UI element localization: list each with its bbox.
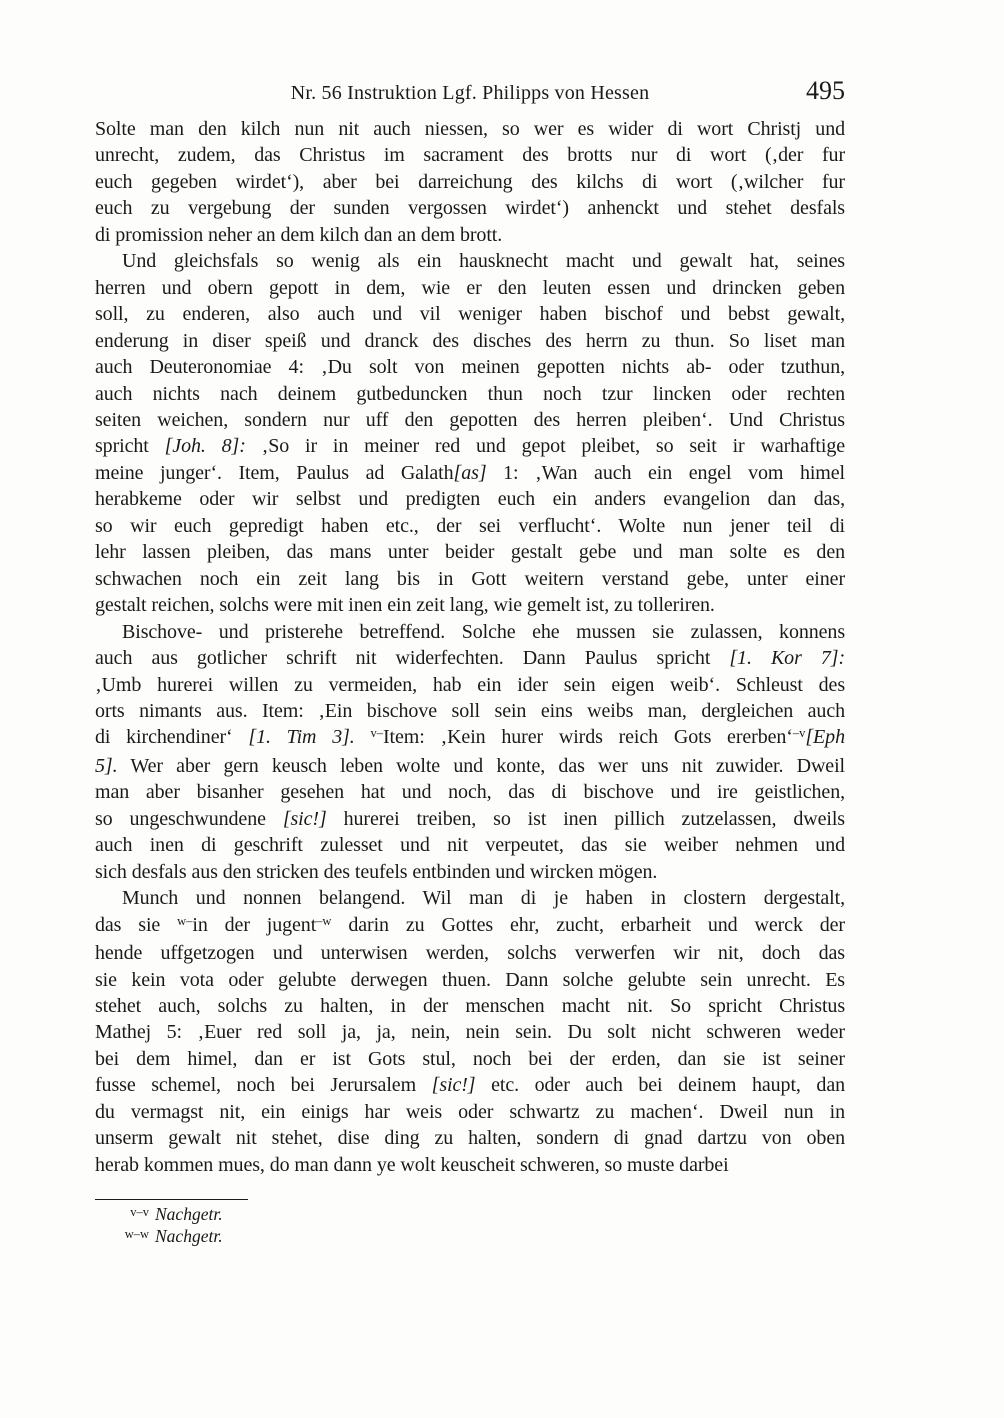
text-line (95, 698, 845, 724)
text-run: herabkeme oder wir selbst und predigten euch ein anders evangelion dan das, (95, 488, 845, 511)
running-header (95, 76, 845, 108)
text-line (95, 1152, 845, 1178)
annotation-marker: v– (370, 726, 383, 741)
text-line (95, 248, 845, 274)
text-line (95, 993, 845, 1019)
footnote (95, 1227, 845, 1249)
text-line (95, 859, 845, 885)
text-line (95, 116, 845, 142)
text-run: ‚Umb hurerei willen zu vermeiden, hab ein ider sein eigen weib‘. Schleust des (95, 673, 845, 696)
text-run: sie kein vota oder gelubte derwegen thuen. Dann solche gelubte sein unrecht. Es (95, 968, 845, 991)
text-run: Mathej 5: ‚Euer red soll ja, ja, nein, nein sein. Du solt nicht schweren weder (95, 1021, 845, 1044)
text-line (95, 169, 845, 195)
footnote (95, 1205, 845, 1227)
footnote-text: Nachgetr. (155, 1225, 223, 1246)
text-line (95, 460, 845, 486)
text-line (95, 328, 845, 354)
editorial-note: [1. Kor 7]: (729, 647, 845, 670)
text-line (95, 753, 845, 779)
text-line (95, 806, 845, 832)
text-line (95, 407, 845, 433)
text-run: 1: ‚Wan auch ein engel vom himel (486, 461, 845, 484)
text-line (95, 195, 845, 221)
text-run: man aber bisanher gesehen hat und noch, das di bischove und ire geistlichen, (95, 781, 845, 804)
text-line (95, 1099, 845, 1125)
text-run: Bischove- und pristerehe betreffend. Solche ehe mussen sie zulassen, konnens (122, 620, 845, 643)
text-line (95, 142, 845, 168)
text-line (95, 301, 845, 327)
text-line (95, 354, 845, 380)
text-line (95, 779, 845, 805)
text-run: orts nimants aus. Item: ‚Ein bischove soll sein eins weibs man, dergleichen auch (95, 699, 845, 722)
text-line (95, 1125, 845, 1151)
text-line (95, 672, 845, 698)
text-line (95, 486, 845, 512)
editorial-note: [1. Tim 3]. (248, 726, 355, 749)
text-line (95, 832, 845, 858)
text-line (95, 967, 845, 993)
text-run: hende uffgetzogen und unterwisen werden, solchs verwerfen wir nit, doch das (95, 942, 845, 965)
text-line (95, 1046, 845, 1072)
editorial-note: [sic!] (282, 807, 327, 830)
text-line (95, 539, 845, 565)
footnote-marker: v–v (130, 1205, 149, 1219)
editorial-note: [Eph (805, 726, 845, 749)
text-run: unrecht, zudem, das Christus im sacrament des brotts nur di wort (‚der fur (95, 144, 845, 167)
paragraph (95, 116, 845, 248)
text-run: auch nichts nach deinem gutbeduncken thun noch tzur lincken oder rechten (95, 382, 845, 405)
footnote-section (95, 1199, 845, 1248)
text-run: herab kommen mues, do man dann ye wolt keuscheit schweren, so muste darbei (95, 1153, 729, 1176)
text-run: di promission neher an dem kilch dan an dem brott. (95, 223, 503, 246)
text-run: ‚So ir in meiner red und gepot pleibet, so seit ir warhaftige (245, 435, 845, 458)
text-run: auch inen di geschrift zulesset und nit verpeutet, das sie weiber nehmen und (95, 834, 845, 857)
text-run: das sie (95, 913, 178, 936)
text-line (95, 1072, 845, 1098)
text-run: soll, zu enderen, also auch und vil weniger haben bischof und bebst gewalt, (95, 303, 845, 326)
text-run: gestalt reichen, solchs were mit inen ein zeit lang, wie gemelt ist, zu tolleriren. (95, 594, 715, 617)
editorial-note: [sic!] (431, 1074, 476, 1097)
text-line (95, 619, 845, 645)
paragraph (95, 885, 845, 1178)
text-line (95, 433, 845, 459)
text-run (355, 726, 371, 748)
text-line (95, 275, 845, 301)
text-run: so ungeschwundene (95, 807, 283, 830)
annotation-marker: w– (177, 913, 193, 928)
text-line (95, 724, 845, 752)
annotation-marker: –w (316, 913, 332, 928)
footnote-list (95, 1205, 845, 1248)
paragraph (95, 619, 845, 886)
text-line (95, 885, 845, 911)
text-run: seiten weichen, sondern nur uff den gepotten des herren pleiben‘. Und Christus (95, 408, 845, 431)
text-run: lehr lassen pleiben, das mans unter beider gestalt gebe und man solte es den (95, 541, 845, 564)
text-run: bei dem himel, dan er ist Gots stul, noch bei der erden, dan sie ist seiner (95, 1047, 845, 1070)
text-run: auch Deuteronomiae 4: ‚Du solt von meinen gepotten nichts ab- oder tzuthun, (95, 356, 845, 379)
text-line (95, 513, 845, 539)
running-header-title: Nr. 56 Instruktion Lgf. Philipps von Hessen (290, 82, 650, 104)
text-run: etc. oder auch bei deinem haupt, dan (475, 1074, 845, 1097)
text-run: euch gegeben wirdet‘), aber bei darreichung des kilchs di wort (‚wilcher fur (95, 170, 845, 193)
annotation-marker: –v (792, 726, 806, 741)
text-line (95, 222, 845, 248)
text-run: so wir euch gepredigt haben etc., der sei verflucht‘. Wolte nun jener teil di (95, 514, 845, 537)
text-run: du vermagst nit, ein einigs har weis oder schwartz zu machen‘. Dweil nun in (95, 1100, 845, 1123)
text-run: Solte man den kilch nun nit auch niessen, so wer es wider di wort Christj und (95, 118, 845, 140)
text-run: unserm gewalt nit stehet, dise ding zu halten, sondern di gnad dartzu von oben (95, 1127, 845, 1150)
footnote-marker: w–w (124, 1226, 149, 1241)
footnote-text: Nachgetr. (155, 1204, 223, 1224)
editorial-note: [as] (453, 461, 487, 484)
text-line (95, 381, 845, 407)
page-number: 495 (806, 76, 845, 105)
text-run: herren und obern gepott in dem, wie er den leuten essen und drincken geben (95, 276, 845, 299)
text-run: sich desfals aus den stricken des teufels entbinden und wircken mögen. (95, 860, 658, 883)
text-run: Munch und nonnen belangend. Wil man di je haben in clostern dergestalt, (122, 887, 845, 910)
text-line (95, 592, 845, 618)
text-line (95, 912, 845, 940)
text-run: di kirchendiner‘ (95, 726, 249, 749)
text-line (95, 1019, 845, 1045)
footnote-rule (95, 1199, 248, 1200)
text-run: fusse schemel, noch bei Jerursalem (95, 1074, 432, 1097)
text-run: darin zu Gottes ehr, zucht, erbarheit und werck der (331, 913, 845, 936)
text-run: schwachen noch ein zeit lang bis in Gott weitern verstand gebe, unter einer (95, 567, 845, 590)
text-run: meine junger‘. Item, Paulus ad Galath (95, 461, 454, 484)
editorial-note: [Joh. 8]: (164, 435, 246, 458)
text-run: auch aus gotlicher schrift nit widerfechten. Dann Paulus spricht (95, 647, 730, 670)
paragraph (95, 248, 845, 618)
text-run: enderung in diser speiß und dranck des disches des herrn zu thun. So liset man (95, 329, 845, 352)
text-run: Item: ‚Kein hurer wirds reich Gots ererben‘ (383, 726, 793, 749)
text-body (95, 116, 845, 1178)
text-run: stehet auch, solchs zu halten, in der menschen macht nit. So spricht Christus (95, 994, 845, 1017)
text-line (95, 566, 845, 592)
text-run: Wer aber gern keusch leben wolte und konte, das wer uns nit zuwider. Dweil (117, 754, 845, 777)
text-run: hurerei treiben, so ist inen pillich zutzelassen, dweils (326, 807, 845, 830)
text-line (95, 645, 845, 671)
text-run: in der jugent (192, 913, 317, 936)
text-run: spricht (95, 435, 165, 458)
text-line (95, 940, 845, 966)
text-run: euch zu vergebung der sunden vergossen wirdet‘) anhenckt und stehet desfals (95, 197, 845, 220)
editorial-note: 5]. (95, 754, 118, 777)
text-run: Und gleichsfals so wenig als ein hausknecht macht und gewalt hat, seines (122, 250, 845, 273)
